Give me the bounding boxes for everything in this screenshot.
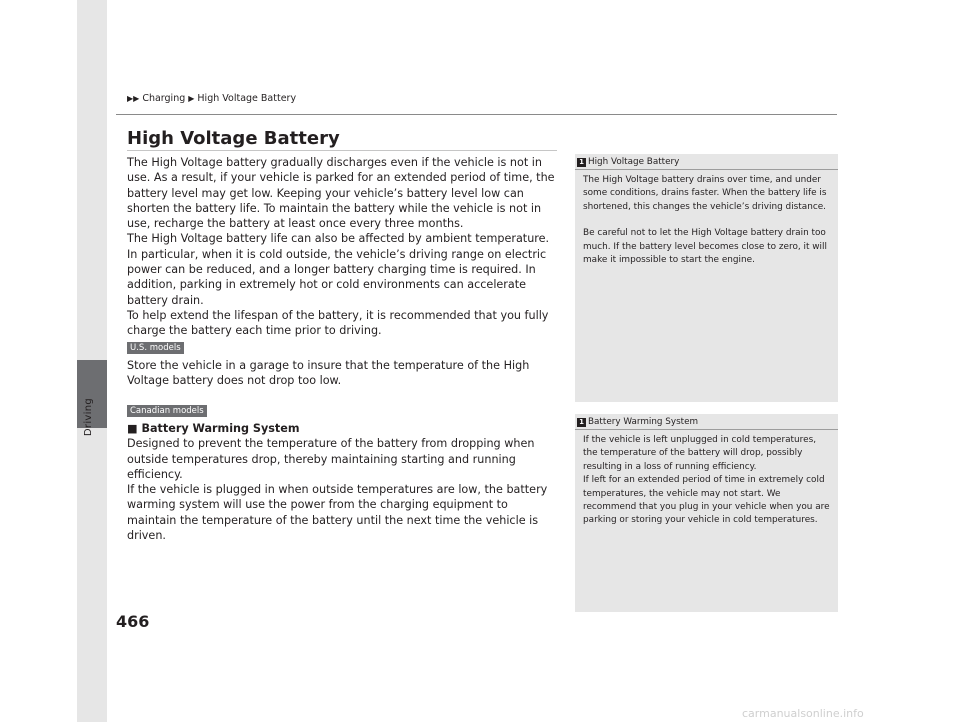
note-title: High Voltage Battery	[588, 157, 680, 167]
breadcrumb-current: High Voltage Battery	[197, 93, 297, 104]
body-paragraph: The High Voltage battery gradually discharges even if the vehicle is not in use. As a result, if your vehicle is parked for an extended period of time, the battery level may get low. Keeping your vehicle’s battery level low can shorten the battery life. To maintain the battery while the vehicle is not in use, recharge the battery at least once every three months.	[127, 156, 555, 231]
note-reference-icon: 1	[577, 158, 586, 167]
body-paragraph: Designed to prevent the temperature of the battery from dropping when outside temperatures drop, thereby maintaining starting and running efficiency.	[127, 437, 535, 481]
body-paragraph: To help extend the lifespan of the battery, it is recommended that you fully charge the battery each time prior to driving.	[127, 308, 549, 338]
battery-warming-section	[127, 421, 559, 543]
us-models-badge: U.S. models	[127, 342, 184, 354]
page-number: 466	[116, 612, 150, 631]
note-title: Battery Warming System	[588, 417, 699, 427]
breadcrumb	[127, 93, 296, 104]
note-heading	[575, 154, 838, 170]
body-paragraph: If the vehicle is plugged in when outside temperatures are low, the battery warming system will use the power from the charging equipment to maintain the temperature of the battery until the next time the vehicle is driven.	[127, 483, 548, 543]
breadcrumb-arrow-icon: ▶▶	[127, 94, 140, 103]
note-paragraph: If the vehicle is left unplugged in cold temperatures, the temperature of the battery will drop, possibly resulting in a loss of running efficiency.	[583, 435, 817, 472]
page-title: High Voltage Battery	[127, 128, 340, 149]
note-paragraph: If left for an extended period of time in extremely cold temperatures, the vehicle may not start. We recommend that you plug in your vehicle when you are parking or storing your vehicle in cold temperatures.	[583, 475, 830, 526]
title-divider	[127, 150, 557, 151]
us-models-text	[127, 358, 559, 389]
header-divider	[116, 114, 837, 115]
note-paragraph: Be careful not to let the High Voltage battery drain too much. If the battery level becomes close to zero, it will make it impossible to start the engine.	[583, 228, 827, 266]
sidebar-note-battery-warming	[575, 414, 838, 612]
note-heading	[575, 414, 838, 430]
body-paragraph: The High Voltage battery life can also be affected by ambient temperature. In particular, when it is cold outside, the vehicle’s driving range on electric power can be reduced, and a longer battery charging time is required. In addition, parking in extremely hot or cold environments can accelerate battery drain.	[127, 232, 550, 307]
section-label: Driving	[83, 398, 94, 437]
note-reference-icon: 1	[577, 418, 586, 427]
body-paragraph: Store the vehicle in a garage to insure that the temperature of the High Voltage battery does not drop too low.	[127, 359, 530, 388]
sidebar-note-high-voltage-battery	[575, 154, 838, 402]
note-paragraph: The High Voltage battery drains over time, and under some conditions, drains faster. When the battery life is shortened, this changes the vehicle’s driving distance.	[583, 175, 827, 212]
breadcrumb-link-charging[interactable]: Charging	[142, 93, 186, 104]
note-body	[575, 170, 838, 267]
watermark: carmanualsonline.info	[742, 707, 864, 720]
canadian-models-badge: Canadian models	[127, 405, 207, 417]
intro-text	[127, 155, 559, 339]
section-heading: ■ Battery Warming System	[127, 422, 300, 435]
breadcrumb-arrow-icon: ▶	[188, 94, 195, 103]
note-body	[575, 430, 838, 528]
